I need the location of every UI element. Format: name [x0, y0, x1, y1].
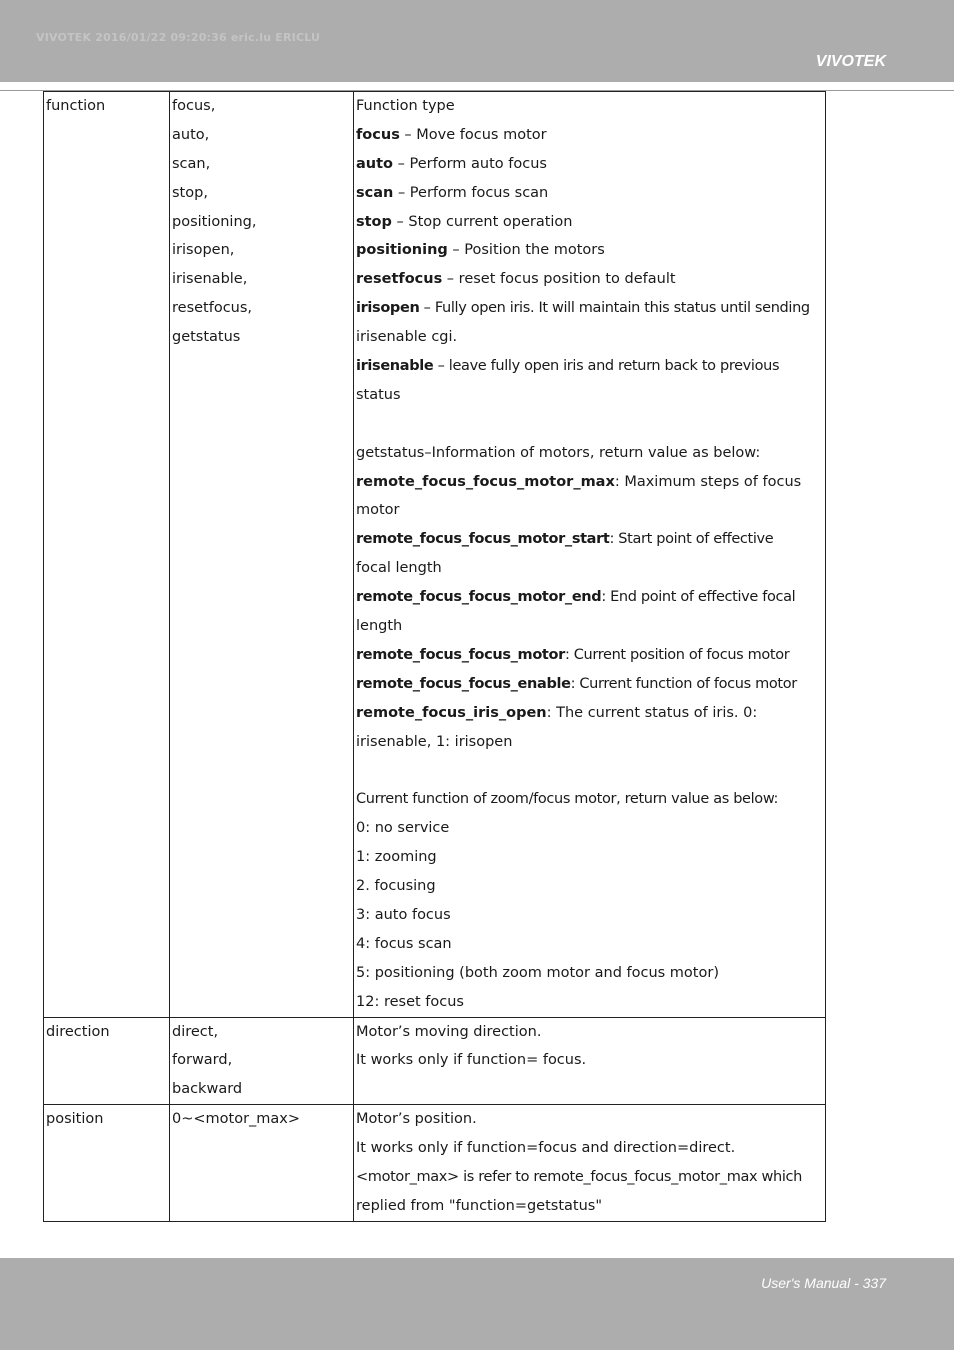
description-text: Motor’s position.	[356, 1111, 477, 1128]
description-line	[356, 381, 825, 410]
parameter-name-cell	[44, 92, 170, 1018]
description-text: <motor_max> is refer to remote_focus_focus_motor_max which	[356, 1168, 802, 1185]
parameter-value: stop,	[172, 184, 208, 201]
description-text: – leave fully open iris and return back to previous	[433, 358, 780, 375]
description-text: It works only if function=focus and direction=direct.	[356, 1140, 736, 1157]
description-term: focus	[356, 126, 400, 143]
description-text: 5: positioning (both zoom motor and focus motor)	[356, 964, 719, 981]
parameter-values-cell	[170, 1017, 354, 1105]
description-line	[356, 901, 825, 930]
table-row	[44, 1017, 826, 1105]
parameter-value: auto,	[172, 126, 210, 143]
description-line	[356, 1046, 825, 1075]
description-line	[356, 92, 825, 121]
description-text: – Move focus motor	[399, 126, 547, 143]
page-header	[0, 0, 954, 82]
description-term: positioning	[356, 242, 448, 259]
description-line	[356, 959, 825, 988]
parameter-value: positioning,	[172, 213, 257, 230]
description-text: – Perform auto focus	[393, 155, 547, 172]
description-line	[356, 236, 825, 265]
description-term: resetfocus	[356, 271, 443, 288]
description-text: getstatus–Information of motors, return value as below:	[356, 444, 761, 461]
description-line	[356, 439, 825, 468]
description-text: replied from "function=getstatus"	[356, 1197, 602, 1214]
description-line	[356, 612, 825, 641]
description-line	[356, 843, 825, 872]
table-row	[44, 1105, 826, 1222]
description-line	[356, 785, 825, 814]
description-text: – Perform focus scan	[393, 184, 549, 201]
parameter-value: 0~<motor_max>	[172, 1111, 301, 1128]
description-text: focal length	[356, 560, 442, 577]
description-line	[356, 554, 825, 583]
parameter-value: forward,	[172, 1052, 233, 1069]
description-line	[356, 728, 825, 757]
description-line	[356, 930, 825, 959]
description-line	[356, 150, 825, 179]
description-text: : Current function of focus motor	[570, 675, 797, 692]
description-line	[356, 756, 825, 785]
description-term: auto	[356, 155, 394, 172]
description-text: 12: reset focus	[356, 993, 464, 1010]
description-text: : Maximum steps of focus	[614, 473, 802, 490]
parameter-value: direct,	[172, 1023, 219, 1040]
description-text: Current function of zoom/focus motor, return value as below:	[356, 791, 779, 808]
description-term: remote_focus_focus_motor_start	[356, 531, 610, 548]
description-line	[356, 525, 825, 554]
parameter-name: function	[46, 98, 106, 114]
parameter-value: getstatus	[172, 329, 241, 346]
description-text: 2. focusing	[356, 878, 436, 895]
description-text: length	[356, 618, 403, 635]
description-text: : The current status of iris. 0:	[546, 704, 758, 721]
description-line	[356, 1192, 825, 1221]
parameter-name-cell	[44, 1017, 170, 1105]
parameter-description-cell	[354, 1105, 826, 1222]
description-line	[356, 1018, 825, 1047]
description-term: remote_focus_focus_motor	[356, 646, 565, 663]
brand-logo-text: VIVOTEK	[815, 53, 886, 70]
description-text: 4: focus scan	[356, 935, 452, 952]
description-term: remote_focus_focus_motor_end	[356, 589, 602, 606]
description-text: 1: zooming	[356, 849, 437, 866]
parameter-table	[43, 91, 826, 1222]
parameter-name: position	[46, 1111, 104, 1128]
description-line	[356, 121, 825, 150]
description-line	[356, 352, 825, 381]
description-term: remote_focus_focus_motor_max	[356, 473, 615, 490]
description-line	[356, 496, 825, 525]
page-number: User's Manual - 337	[761, 1275, 886, 1291]
table-row	[44, 92, 826, 1018]
description-text: – Stop current operation	[391, 213, 573, 230]
parameter-description-cell	[354, 92, 826, 1018]
description-line	[356, 641, 825, 670]
parameter-description-cell	[354, 1017, 826, 1105]
parameter-value: resetfocus,	[172, 300, 253, 317]
description-line	[356, 699, 825, 728]
description-text: : Start point of effective	[609, 531, 774, 548]
description-line	[356, 872, 825, 901]
parameter-value: backward	[172, 1081, 243, 1098]
parameter-table-body	[44, 92, 826, 1222]
parameter-name-cell	[44, 1105, 170, 1222]
description-line	[356, 988, 825, 1017]
description-line	[356, 1105, 825, 1134]
description-line	[356, 814, 825, 843]
description-line	[356, 468, 825, 497]
description-text: status	[356, 386, 401, 403]
parameter-value: irisenable,	[172, 271, 248, 288]
parameter-value: scan,	[172, 155, 211, 172]
description-line	[356, 294, 825, 323]
description-term: irisopen	[356, 300, 420, 317]
description-text: : End point of effective focal	[601, 589, 796, 606]
description-text: 3: auto focus	[356, 906, 451, 923]
description-term: remote_focus_iris_open	[356, 704, 547, 721]
page-footer	[0, 1258, 954, 1350]
description-text: Function type	[356, 98, 455, 114]
description-term: stop	[356, 213, 392, 230]
description-text: 0: no service	[356, 820, 450, 837]
description-line	[356, 1134, 825, 1163]
description-line	[356, 670, 825, 699]
description-term: irisenable	[356, 358, 434, 375]
description-line	[356, 265, 825, 294]
description-term: scan	[356, 184, 394, 201]
description-line	[356, 208, 825, 237]
description-text: It works only if function= focus.	[356, 1052, 587, 1069]
watermark-text: VIVOTEK 2016/01/22 09:20:36 eric.lu ERICLU	[36, 31, 321, 44]
parameter-name: direction	[46, 1023, 110, 1040]
description-line	[356, 1163, 825, 1192]
description-text: motor	[356, 502, 400, 519]
description-term: remote_focus_focus_enable	[356, 675, 571, 692]
description-text: : Current position of focus motor	[564, 646, 790, 663]
parameter-value: irisopen,	[172, 242, 235, 259]
description-line	[356, 323, 825, 352]
description-line	[356, 583, 825, 612]
description-text: irisenable cgi.	[356, 329, 458, 346]
parameter-values-cell	[170, 1105, 354, 1222]
description-text: – Position the motors	[447, 242, 605, 259]
description-text: – Fully open iris. It will maintain this status until sending	[419, 300, 810, 317]
description-text: – reset focus position to default	[442, 271, 676, 288]
description-line	[356, 410, 825, 439]
parameter-values-cell	[170, 92, 354, 1018]
description-line	[356, 179, 825, 208]
parameter-value: focus,	[172, 98, 216, 114]
description-text: Motor’s moving direction.	[356, 1023, 542, 1040]
description-text: irisenable, 1: irisopen	[356, 733, 513, 750]
